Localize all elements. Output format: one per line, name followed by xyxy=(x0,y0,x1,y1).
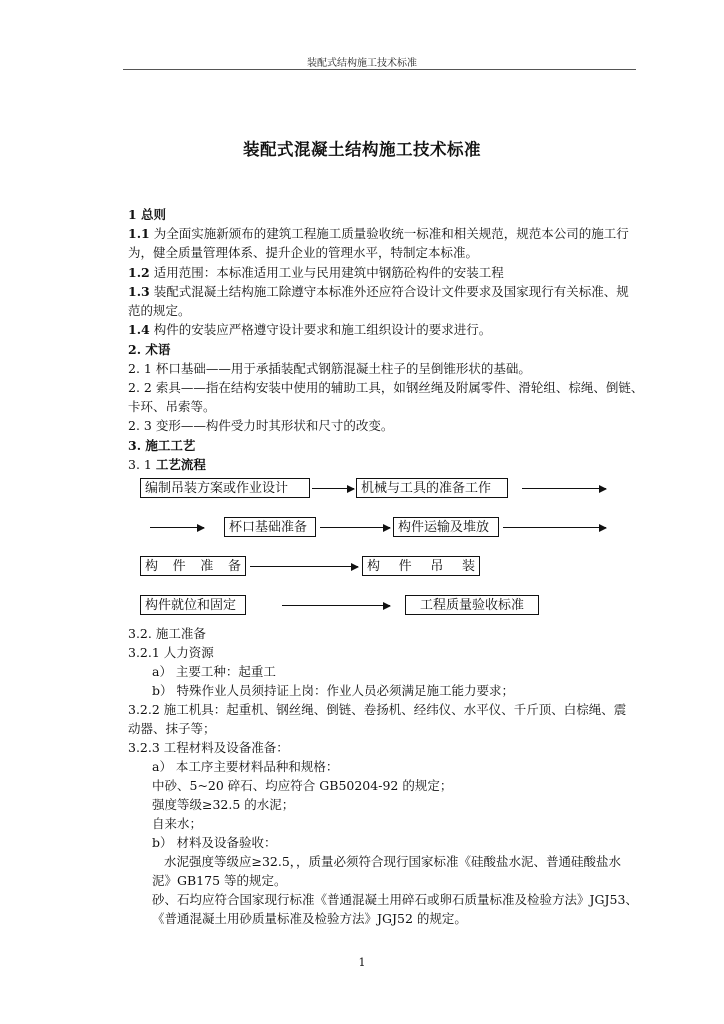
clause-3-2: 3.2. 施工准备 xyxy=(128,626,206,641)
flow-box-tools: 机械与工具的准备工作 xyxy=(356,478,508,498)
document-title: 装配式混凝土结构施工技术标准 xyxy=(243,140,481,159)
section-3-heading: 3. 施工工艺 xyxy=(128,438,196,453)
clause-1-2: 1.2 适用范围：本标准适用工业与民用建筑中钢筋砼构件的安装工程 xyxy=(128,265,504,280)
clause-2-2-cont: 卡环、吊索等。 xyxy=(128,399,216,414)
page-number: 1 xyxy=(358,956,366,969)
flow-arrow xyxy=(503,527,606,528)
acceptance-aggregate-cont: 《普通混凝土用砂质量标准及检验方法》JGJ52 的规定。 xyxy=(152,911,467,926)
clause-3-2-1: 3.2.1 人力资源 xyxy=(128,645,214,660)
clause-2-1: 2. 1 杯口基础——用于承插装配式钢筋混凝土柱子的呈倒锥形状的基础。 xyxy=(128,361,531,376)
material-sand-gravel: 中砂、5~20 碎石、均应符合 GB50204-92 的规定； xyxy=(152,778,453,793)
flow-arrow xyxy=(250,566,358,567)
clause-3-2-1-b: b） 特殊作业人员须持证上岗：作业人员必须满足施工能力要求； xyxy=(152,683,514,698)
running-header: 装配式结构施工技术标准 xyxy=(307,58,417,69)
clause-3-2-2: 3.2.2 施工机具：起重机、钢丝绳、倒链、卷扬机、经纬仪、水平仪、千斤顶、白棕绳、震 xyxy=(128,702,627,717)
flow-box-member-prep: 构 件 准 备 xyxy=(140,556,246,576)
material-cement: 强度等级≥32.5 的水泥； xyxy=(152,797,295,812)
flow-arrow xyxy=(522,488,606,489)
acceptance-cement-cont: 泥》GB175 等的规定。 xyxy=(152,873,287,888)
acceptance-aggregate: 砂、石均应符合国家现行标准《普通混凝土用碎石或卵石质量标准及检验方法》JGJ53、 xyxy=(152,892,638,907)
clause-2-3: 2. 3 变形——构件受力时其形状和尺寸的改变。 xyxy=(128,418,394,433)
flow-box-transport: 构件运输及堆放 xyxy=(393,517,499,537)
clause-3-2-1-a: a） 主要工种：起重工 xyxy=(152,664,276,679)
flow-box-hoisting: 构 件 吊 装 xyxy=(362,556,480,576)
header-rule xyxy=(123,69,636,70)
flow-arrow xyxy=(320,527,390,528)
clause-1-3-cont: 范的规定。 xyxy=(128,303,191,318)
section-2-heading: 2. 术语 xyxy=(128,342,171,357)
clause-2-2: 2. 2 索具——指在结构安装中使用的辅助工具，如钢丝绳及附属零件、滑轮组、棕绳、倒链、 xyxy=(128,380,644,395)
flow-arrow xyxy=(150,527,204,528)
clause-3-2-3-a: a） 本工序主要材料品种和规格： xyxy=(152,759,339,774)
flow-box-plan: 编制吊装方案或作业设计 xyxy=(140,478,310,498)
clause-3-1: 3. 1 工艺流程 xyxy=(128,457,206,472)
clause-1-1: 1.1 为全面实施新颁布的建筑工程施工质量验收统一标准和相关规范，规范本公司的施工行 xyxy=(128,226,629,241)
flow-arrow xyxy=(312,488,354,489)
clause-1-1-cont: 为，健全质量管理体系、提升企业的管理水平，特制定本标准。 xyxy=(128,245,479,260)
flow-box-cup-foundation: 杯口基础准备 xyxy=(224,517,316,537)
material-water: 自来水； xyxy=(152,816,203,831)
clause-1-3: 1.3 装配式混凝土结构施工除遵守本标准外还应符合设计文件要求及国家现行有关标准、规 xyxy=(128,284,629,299)
clause-3-2-2-cont: 动器、抹子等； xyxy=(128,721,216,736)
flow-arrow xyxy=(282,605,390,606)
flow-box-quality-acceptance: 工程质量验收标准 xyxy=(405,595,539,615)
clause-3-2-3-b: b） 材料及设备验收： xyxy=(152,835,277,850)
acceptance-cement: 水泥强度等级应≥32.5，，质量必须符合现行国家标准《硅酸盐水泥、普通硅酸盐水 xyxy=(164,854,622,869)
clause-3-2-3: 3.2.3 工程材料及设备准备： xyxy=(128,740,289,755)
section-1-heading: 1 总则 xyxy=(128,207,167,222)
flow-box-positioning: 构件就位和固定 xyxy=(140,595,246,615)
clause-1-4: 1.4 构件的安装应严格遵守设计要求和施工组织设计的要求进行。 xyxy=(128,322,492,337)
